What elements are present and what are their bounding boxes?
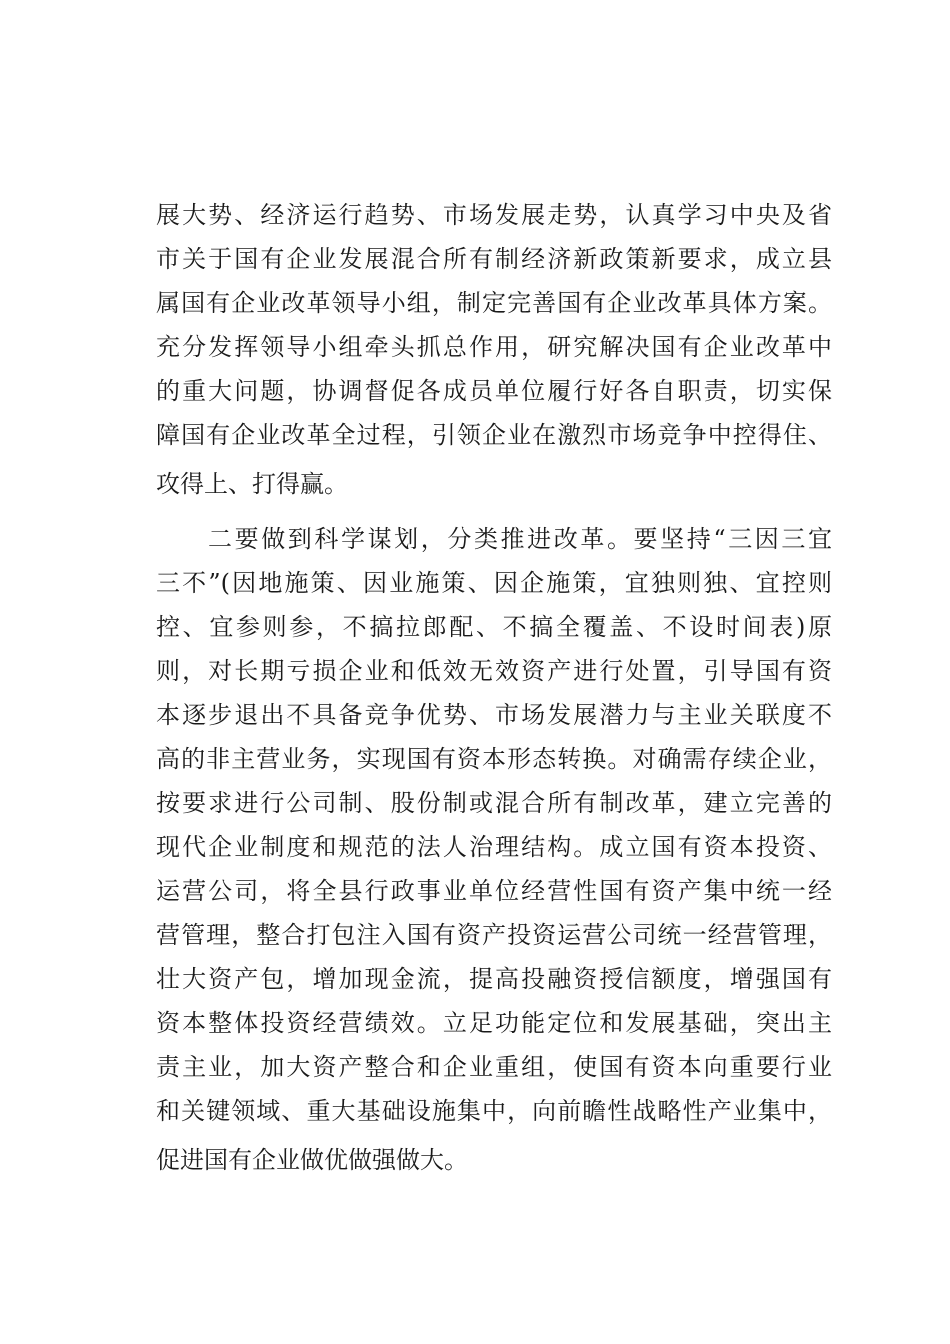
text-line: 充分发挥领导小组牵头抓总作用，研究解决国有企业改革中: [156, 333, 832, 361]
text-line: 三不”(因地施策、因业施策、因企施策，宜独则独、宜控则: [156, 569, 832, 597]
text-line: 营管理，整合打包注入国有资产投资运营公司统一经营管理，: [156, 921, 832, 949]
text-line: 市关于国有企业发展混合所有制经济新政策新要求，成立县: [156, 245, 832, 273]
text-line: 的重大问题，协调督促各成员单位履行好各自职责，切实保: [156, 377, 832, 405]
text-line: 责主业，加大资产整合和企业重组，使国有资本向重要行业: [156, 1053, 832, 1081]
text-line: 现代企业制度和规范的法人治理结构。成立国有资本投资、: [156, 833, 832, 861]
text-line: 展大势、经济运行趋势、市场发展走势，认真学习中央及省: [156, 201, 832, 229]
text-line: 控、宜参则参，不搞拉郎配、不搞全覆盖、不设时间表)原: [156, 613, 832, 641]
text-line: 按要求进行公司制、股份制或混合所有制改革，建立完善的: [156, 789, 832, 817]
text-line: 则，对长期亏损企业和低效无效资产进行处置，引导国有资: [156, 657, 832, 685]
text-line: 和关键领域、重大基础设施集中，向前瞻性战略性产业集中，: [156, 1097, 832, 1125]
text-line: 促进国有企业做优做强做大。: [156, 1146, 468, 1174]
text-line: 高的非主营业务，实现国有资本形态转换。对确需存续企业，: [156, 745, 832, 773]
text-line: 攻得上、打得赢。: [156, 470, 348, 498]
text-line: 本逐步退出不具备竞争优势、市场发展潜力与主业关联度不: [156, 701, 832, 729]
text-line: 障国有企业改革全过程，引领企业在激烈市场竞争中控得住、: [156, 421, 832, 449]
text-line: 属国有企业改革领导小组，制定完善国有企业改革具体方案。: [156, 289, 832, 317]
text-line: 二要做到科学谋划，分类推进改革。要坚持“三因三宜: [208, 525, 832, 553]
text-line: 运营公司，将全县行政事业单位经营性国有资产集中统一经: [156, 877, 832, 905]
text-line: 资本整体投资经营绩效。立足功能定位和发展基础，突出主: [156, 1009, 832, 1037]
text-line: 壮大资产包，增加现金流，提高投融资授信额度，增强国有: [156, 965, 832, 993]
